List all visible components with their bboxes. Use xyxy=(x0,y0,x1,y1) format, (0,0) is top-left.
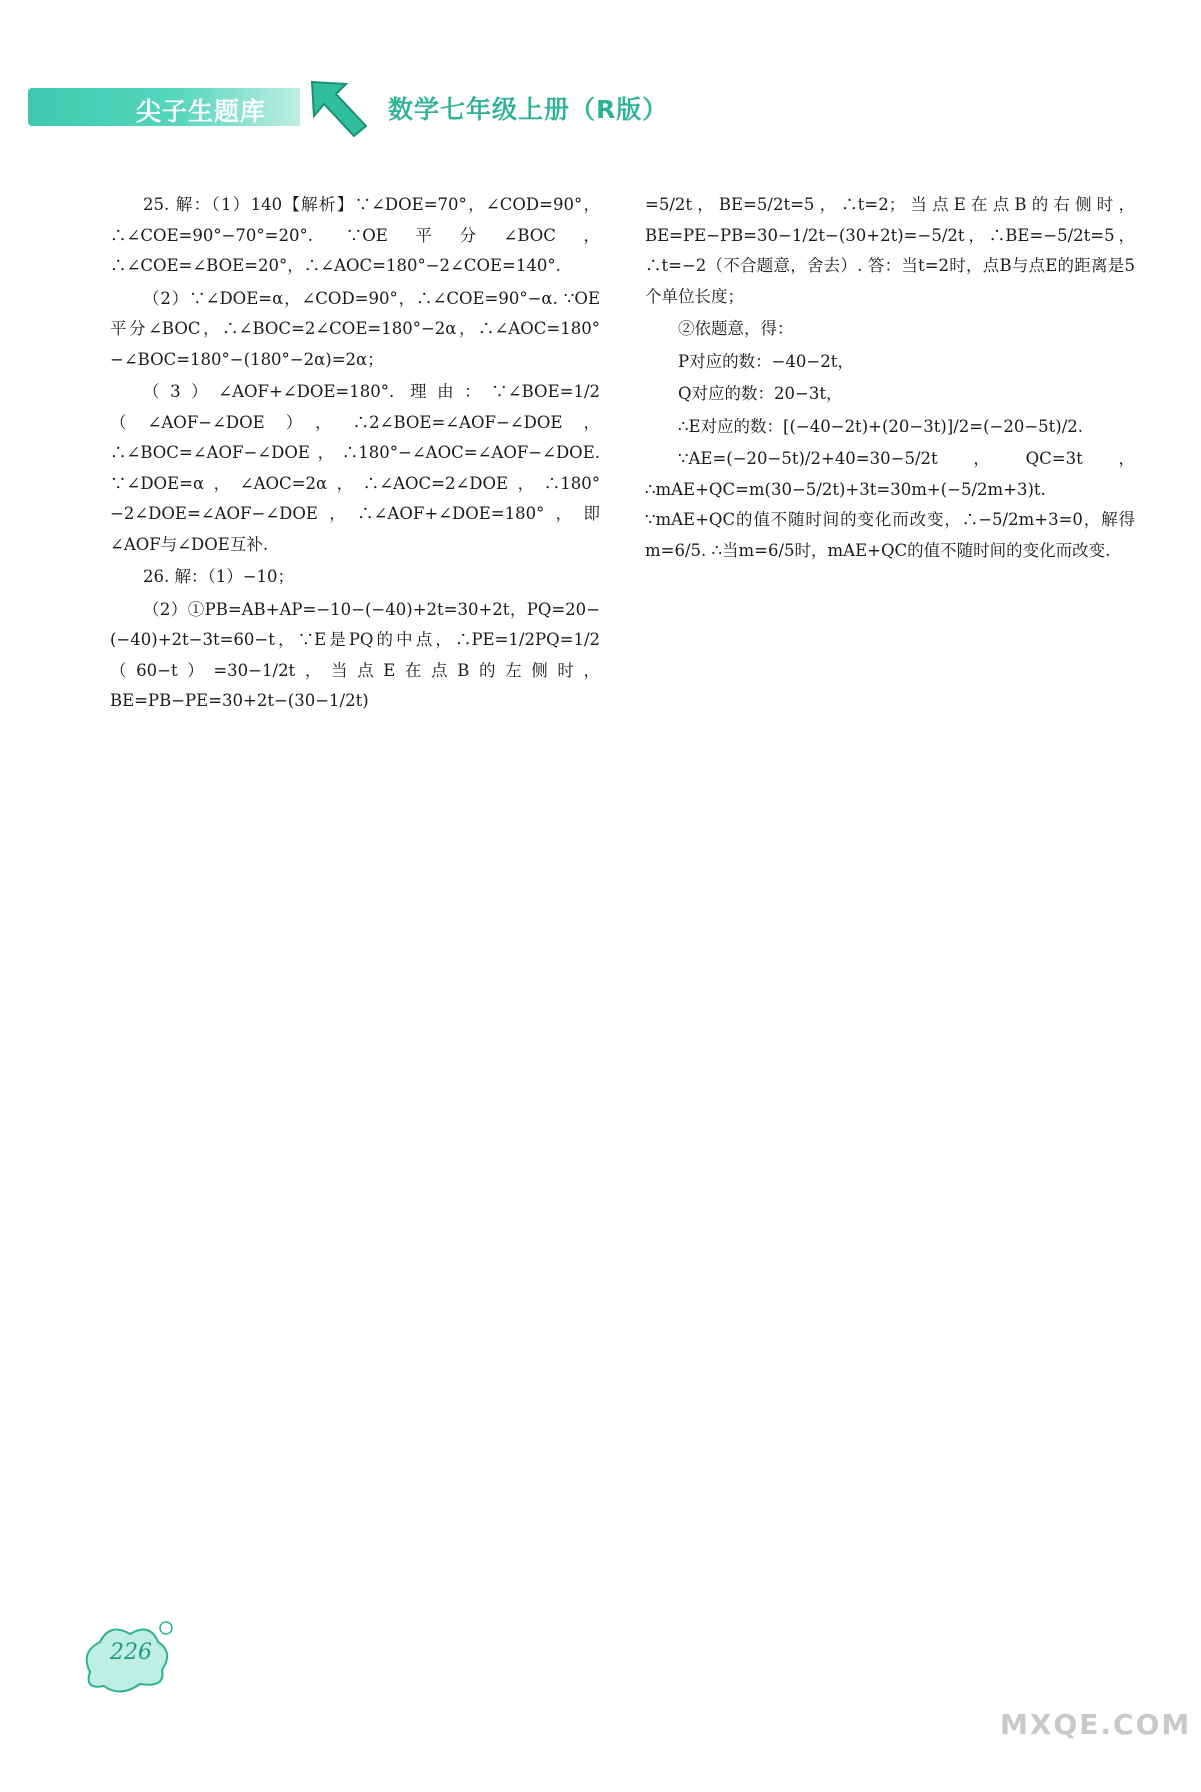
answer-26-continued: =5/2t，BE=5/2t=5，∴t=2；当点E在点B的右侧时，BE=PE−PB=30−1/2t−(30+2t)=−5/2t，∴BE=−5/2t=5，∴t=−2（不合题意，舍去）. 答：当t=2时，点B与点E的距离是5个单位长度； xyxy=(645,195,1135,306)
right-column xyxy=(645,190,1135,568)
answer-25-part-3: （3）∠AOF+∠DOE=180°. 理由：∵∠BOE=1/2（∠AOF−∠DOE），∴2∠BOE=∠AOF−∠DOE，∴∠BOC=∠AOF−∠DOE，∴180°−∠AOC=∠AOF−∠DOE. ∵∠DOE=α，∠AOC=2α，∴∠AOC=2∠DOE，∴180°−2∠DOE=∠AOF−∠DOE，∴∠AOF+∠DOE=180°，即∠AOF与∠DOE互补. xyxy=(110,382,600,554)
answer-26-e-value: ∴E对应的数：[(−40−2t)+(20−3t)]/2=(−20−5t)/2. xyxy=(678,416,1084,436)
answer-26-step-intro: ②依题意，得： xyxy=(678,319,794,339)
page-number: 226 xyxy=(110,1640,152,1665)
answer-25-part-2: （2）∵∠DOE=α，∠COD=90°，∴∠COE=90°−α. ∵OE平分∠BOC，∴∠BOC=2∠COE=180°−2α，∴∠AOC=180°−∠BOC=180°−(180°−2α)=2α； xyxy=(110,288,600,369)
book-title: 数学七年级上册（R版） xyxy=(388,95,669,124)
brand-label: 尖子生题库 xyxy=(136,97,267,126)
brand-banner xyxy=(28,88,300,126)
page-header xyxy=(28,82,728,142)
answer-25-part-1: 25. 解：（1）140【解析】∵∠DOE=70°，∠COD=90°，∴∠COE=90°−70°=20°. ∵OE平分∠BOC，∴∠COE=∠BOE=20°，∴∠AOC=180°−2∠COE=140°. xyxy=(110,195,600,276)
answer-26-part-1: 26. 解：（1）−10； xyxy=(143,567,295,587)
watermark: MXQE.COM xyxy=(1000,1708,1192,1741)
answer-26-part-2: （2）①PB=AB+AP=−10−(−40)+2t=30+2t，PQ=20−(−40)+2t−3t=60−t，∵E是PQ的中点，∴PE=1/2PQ=1/2（60−t）=30−1/2t，当点E在点B的左侧时，BE=PB−PE=30+2t−(30−1/2t) xyxy=(110,599,600,711)
answer-26-q-value: Q对应的数：20−3t， xyxy=(678,384,843,404)
answer-26-conclusion: ∵AE=(−20−5t)/2+40=30−5/2t，QC=3t，∴mAE+QC=m(30−5/2t)+3t=30m+(−5/2m+3)t. ∵mAE+QC的值不随时间的变化而改变，∴−5/2m+3=0，解得m=6/5. ∴当m=6/5时，mAE+QC的值不随时间的变化而改变. xyxy=(645,449,1135,560)
answer-26-p-value: P对应的数：−40−2t， xyxy=(678,351,854,371)
arrow-icon xyxy=(306,78,372,140)
left-column xyxy=(110,190,600,719)
